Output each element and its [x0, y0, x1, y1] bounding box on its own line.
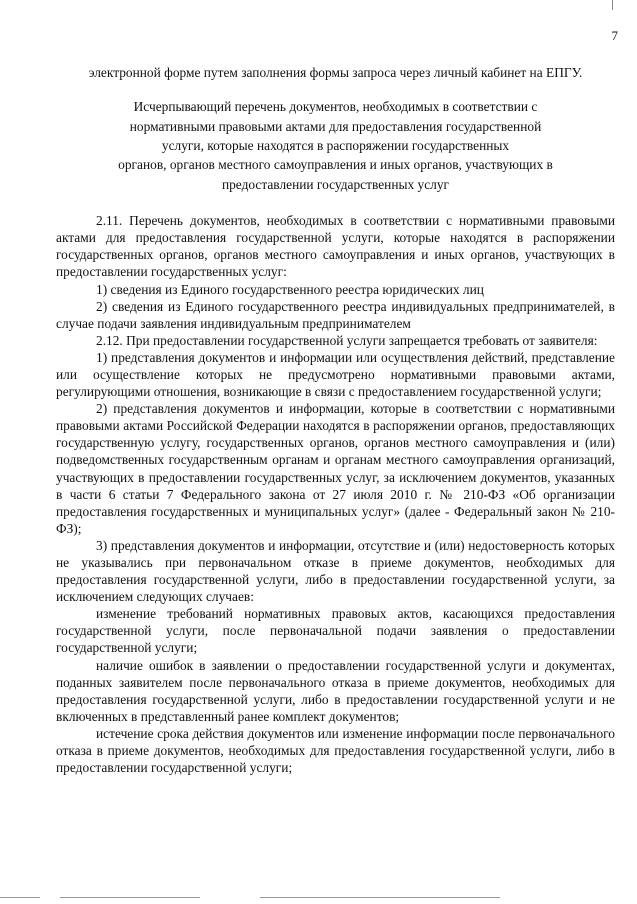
section-heading: [70, 97, 601, 194]
scan-edge-line: [60, 897, 200, 898]
list-item-1: 1) сведения из Единого государственного реестра юридических лиц: [96, 281, 484, 297]
list-item-1: 1) представления документов и информации или осуществления действий, представление или осуществление которых не предусмотрено нормативными правовыми актами, регулирующими отношения, возникающие в связи с предоставлением государственной услуги;: [56, 349, 615, 400]
heading-line: органов, органов местного самоуправления и иных органов, участвующих в: [118, 157, 553, 173]
page-number: 7: [611, 28, 618, 43]
list-item-2: 2) сведения из Единого государственного реестра индивидуальных предпринимателей, в случае подачи заявления индивидуальным предпринимателем: [56, 298, 615, 331]
heading-line: нормативными правовыми актами для предоставления государственной: [129, 118, 542, 134]
heading-line: услуги, которые находятся в распоряжении государственных: [161, 137, 510, 153]
paragraph-2-11: 2.11. Перечень документов, необходимых в соответствии с нормативными правовыми актами для предоставления государственной услуги, которые находятся в распоряжении государственных органов, органов местного самоуправления и иных органов, участвующих в предоставлении государственных услуг:: [56, 213, 615, 280]
heading-line: предоставлении государственных услуг: [221, 176, 450, 192]
scan-edge-mark: [612, 0, 613, 10]
heading-line: Исчерпывающий перечень документов, необходимых в соответствии с: [133, 99, 538, 115]
scan-edge-line: [260, 897, 500, 898]
intro-line: электронной форме путем заполнения формы запроса через личный кабинет на ЕПГУ.: [88, 65, 583, 80]
list-item-3: 3) представления документов и информации, отсутствие и (или) недостоверность которых не указывались при первоначальном отказе в приеме документов, необходимых для предоставления государственной услуги, либо в предоставлении государственной услуги, за исключением следующих случаев:: [56, 537, 615, 605]
exception-case: изменение требований нормативных правовых актов, касающихся предоставления государственной услуги, после первоначальной подачи заявления о предоставлении государственной услуги;: [56, 606, 615, 656]
exception-case: истечение срока действия документов или изменение информации после первоначального отказа в приеме документов, необходимых для предоставления государственной услуги, либо в предоставлении государственной услуги;: [56, 725, 615, 776]
document-content: [56, 64, 615, 776]
paragraph-2-12: 2.12. При предоставлении государственной услуги запрещается требовать от заявителя:: [96, 332, 598, 348]
body-text: [56, 212, 615, 776]
scan-edge-line: [0, 897, 40, 898]
list-item-2: 2) представления документов и информации, которые в соответствии с нормативными правовыми актами Российской Федерации находятся в распоряжении органов, предоставляющих государственную услугу, государственных органов, органов местного самоуправления и (или) подведомственных государственным органам и органам местного самоуправления организаций, участвующих в предоставлении государственных услуг, за исключением документов, указанных в части 6 статьи 7 Федерального закона от 27 июля 2010 г. № 210-ФЗ «Об организации предоставления государственных и муниципальных услуг» (далее - Федеральный закон № 210-ФЗ);: [56, 401, 615, 536]
exception-case: наличие ошибок в заявлении о предоставлении государственной услуги и документах, поданных заявителем после первоначального отказа в приеме документов, необходимых для предоставления государственной услуги, либо в предоставлении государственной услуги и не включенных в представленный ранее комплект документов;: [56, 657, 615, 724]
